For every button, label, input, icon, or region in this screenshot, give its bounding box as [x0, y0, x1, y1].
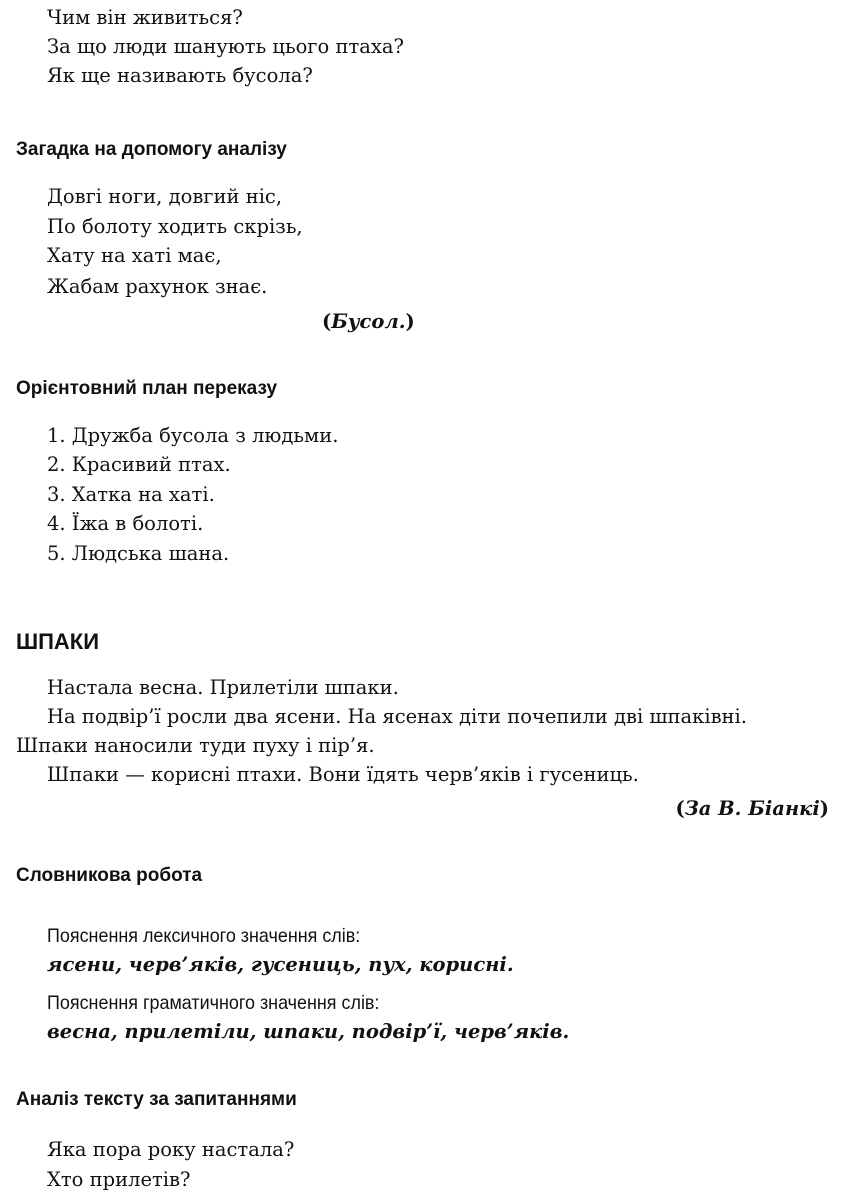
question: Чим він живиться? [47, 6, 243, 29]
story-title: ШПАКИ [16, 629, 100, 654]
story-line: На подвір’ї росли два ясени. На ясенах діти почепили дві шпаківні. [47, 705, 747, 728]
story-line: Шпаки — корисні птахи. Вони їдять черв’яків і гусениць. [47, 763, 639, 786]
lexical-words: ясени, черв’яків, гусениць, пух, корисні. [47, 953, 514, 976]
paren: ) [405, 310, 415, 333]
riddle-line: Жабам рахунок знає. [47, 275, 268, 298]
plan-item: 3. Хатка на хаті. [47, 483, 215, 506]
plan-item: 4. Їжа в болоті. [47, 512, 204, 535]
question: За що люди шанують цього птаха? [47, 35, 404, 58]
paren: ( [322, 310, 332, 333]
attribution-text: За В. Біанкі [684, 797, 820, 820]
riddle-line: Довгі ноги, довгий ніс, [47, 185, 283, 208]
riddle-line: По болоту ходить скрізь, [47, 215, 303, 238]
answer-text: Бусол. [331, 310, 406, 333]
story-attribution [675, 795, 829, 823]
plan-heading: Орієнтовний план переказу [16, 378, 278, 399]
vocab-heading: Словникова робота [16, 865, 203, 886]
analysis-question: Яка пора року настала? [47, 1138, 295, 1161]
riddle-heading: Загадка на допомогу аналізу [16, 139, 287, 160]
paren: ) [819, 797, 829, 820]
question: Як ще називають бусола? [47, 64, 313, 87]
plan-item: 2. Красивий птах. [47, 453, 231, 476]
story-line: Настала весна. Прилетіли шпаки. [47, 676, 399, 699]
analysis-question: Хто прилетів? [47, 1168, 191, 1191]
paren: ( [675, 797, 685, 820]
story-line: Шпаки наносили туди пуху і пір’я. [16, 734, 375, 757]
grammatical-words: весна, прилетіли, шпаки, подвір’ї, черв’яків. [47, 1020, 570, 1043]
grammatical-label: Пояснення граматичного значення слів: [47, 992, 380, 1014]
lexical-label: Пояснення лексичного значення слів: [47, 925, 361, 947]
analysis-heading: Аналіз тексту за запитаннями [16, 1089, 297, 1110]
plan-item: 5. Людська шана. [47, 542, 230, 565]
plan-item: 1. Дружба бусола з людьми. [47, 424, 339, 447]
riddle-line: Хату на хаті має, [47, 244, 222, 267]
riddle-answer [322, 308, 415, 336]
